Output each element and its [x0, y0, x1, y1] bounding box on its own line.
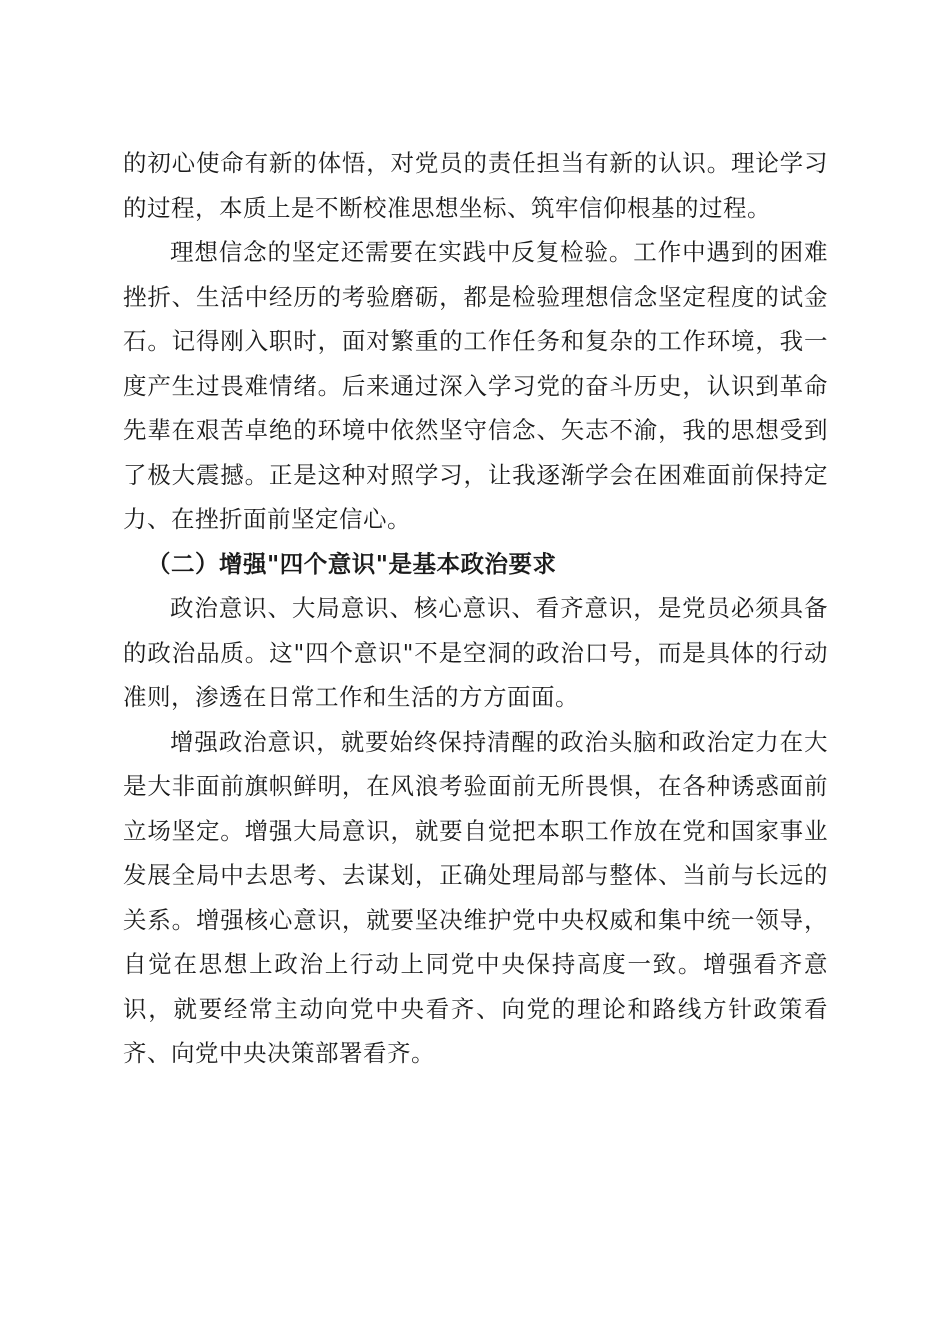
paragraph-continuation: 的初心使命有新的体悟，对党员的责任担当有新的认识。理论学习的过程，本质上是不断校准思想坐标、筑牢信仰根基的过程。: [123, 149, 828, 222]
section-heading: （二）增强"四个意识"是基本政治要求: [147, 549, 557, 578]
document-body: [123, 141, 828, 1076]
paragraph-four-consciousness-detail: 增强政治意识，就要始终保持清醒的政治头脑和政治定力在大是大非面前旗帜鲜明，在风浪考验面前无所畏惧，在各种诱惑面前立场坚定。增强大局意识，就要自觉把本职工作放在党和国家事业发展全局中去思考、去谋划，正确处理局部与整体、当前与长远的关系。增强核心意识，就要坚决维护党中央权威和集中统一领导，自觉在思想上政治上行动上同党中央保持高度一致。增强看齐意识，就要经常主动向党中央看齐、向党的理论和路线方针政策看齐、向党中央决策部署看齐。: [123, 727, 828, 1067]
paragraph-ideals-practice: 理想信念的坚定还需要在实践中反复检验。工作中遇到的困难挫折、生活中经历的考验磨砺，都是检验理想信念坚定程度的试金石。记得刚入职时，面对繁重的工作任务和复杂的工作环境，我一度产生过畏难情绪。后来通过深入学习党的奋斗历史，认识到革命先辈在艰苦卓绝的环境中依然坚守信念、矢志不渝，我的思想受到了极大震撼。正是这种对照学习，让我逐渐学会在困难面前保持定力、在挫折面前坚定信心。: [123, 238, 828, 533]
paragraph-four-consciousness-intro: 政治意识、大局意识、核心意识、看齐意识，是党员必须具备的政治品质。这"四个意识"不是空洞的政治口号，而是具体的行动准则，渗透在日常工作和生活的方方面面。: [123, 594, 828, 711]
